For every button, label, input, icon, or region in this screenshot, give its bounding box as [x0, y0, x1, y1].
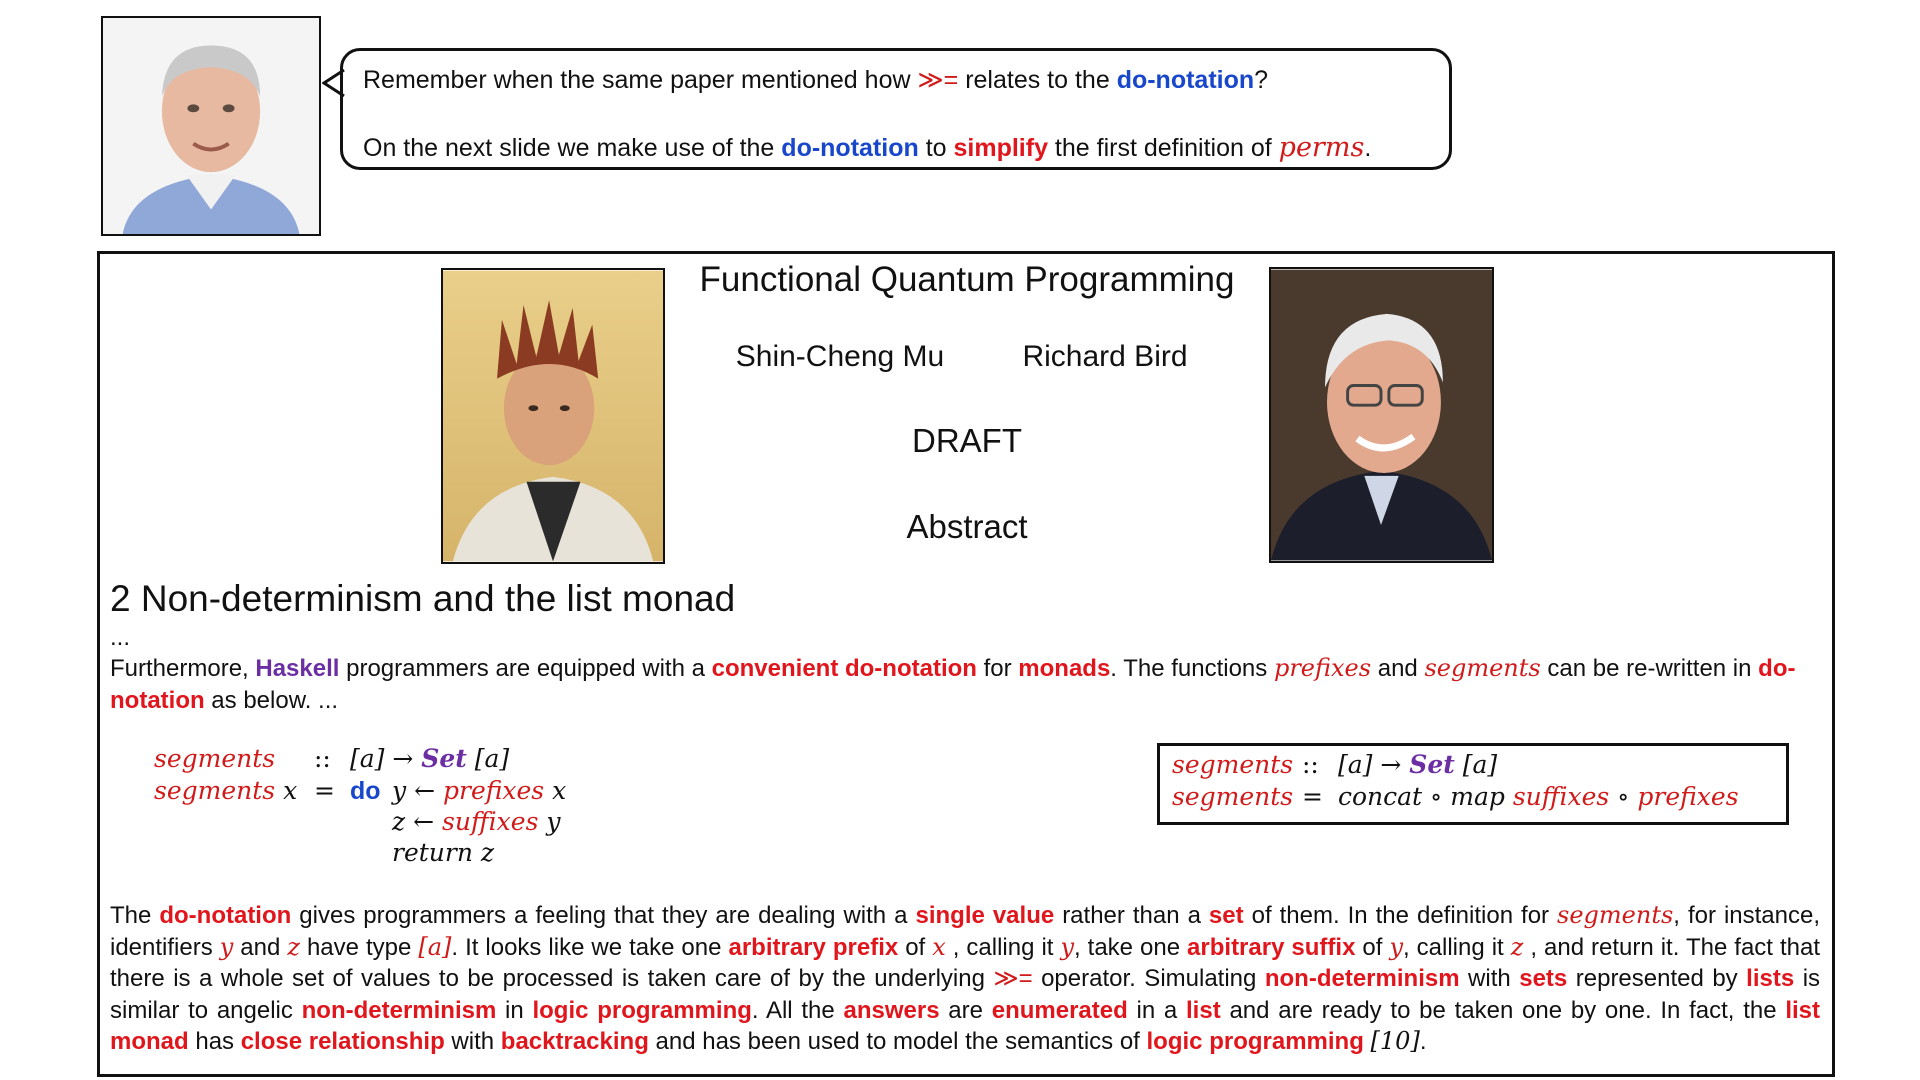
citation: [10]	[1370, 1027, 1420, 1055]
presenter-photo	[101, 16, 321, 236]
bubble-line-2: On the next slide we make use of the do-notation to simplify the first definition of perms.	[363, 132, 1372, 163]
author-photo-mu	[441, 268, 665, 564]
paper-author-bird: Richard Bird	[1022, 340, 1188, 373]
speech-bubble	[340, 48, 1452, 170]
code-block-concat-map: segments :: [a] → Set [a] segments = concat ∘ map suffixes ∘ prefixes	[1172, 750, 1739, 811]
section-heading: 2 Non-determinism and the list monad	[110, 578, 736, 619]
bubble-line-1: Remember when the same paper mentioned how ≫= relates to the do-notation?	[363, 66, 1269, 94]
body-paragraph: The do-notation gives programmers a feeling that they are dealing with a single value rather than a set of them. In the definition for segments, for instance, identifiers y and z have type [a]. It looks like we take one arbitrary prefix of x , calling it y, take one arbitrary suffix of y, calling it z , and return it. The fact that there is a whole set of values to be processed is taken care of by the underlying ≫= operator. Simulating non-determinism with sets represented by lists is similar to angelic non-determinism in logic programming. All the answers are enumerated in a list and are ready to be taken one by one. In fact, the list monad has close relationship with backtracking and has been used to model the semantics of logic programming [10].	[110, 901, 1821, 1055]
paper-author-mu: Shin-Cheng Mu	[735, 340, 945, 373]
paper-abstract-label: Abstract	[906, 508, 1028, 545]
author-photo-bird	[1269, 267, 1494, 563]
ellipsis: ...	[110, 624, 131, 651]
code-block-do-notation: segments :: [a] → Set [a] segments x = do y ← prefixes x z ← suffixes y return z	[154, 744, 567, 867]
bind-operator: ≫=	[917, 66, 959, 94]
bind-operator: ≫=	[993, 965, 1033, 992]
paper-draft-label: DRAFT	[912, 422, 1022, 459]
intro-paragraph: Furthermore, Haskell programmers are equipped with a convenient do-notation for monads. The functions prefixes and segments can be re-written in do-notation as below. ...	[110, 654, 1796, 714]
paper-title: Functional Quantum Programming	[699, 260, 1235, 299]
